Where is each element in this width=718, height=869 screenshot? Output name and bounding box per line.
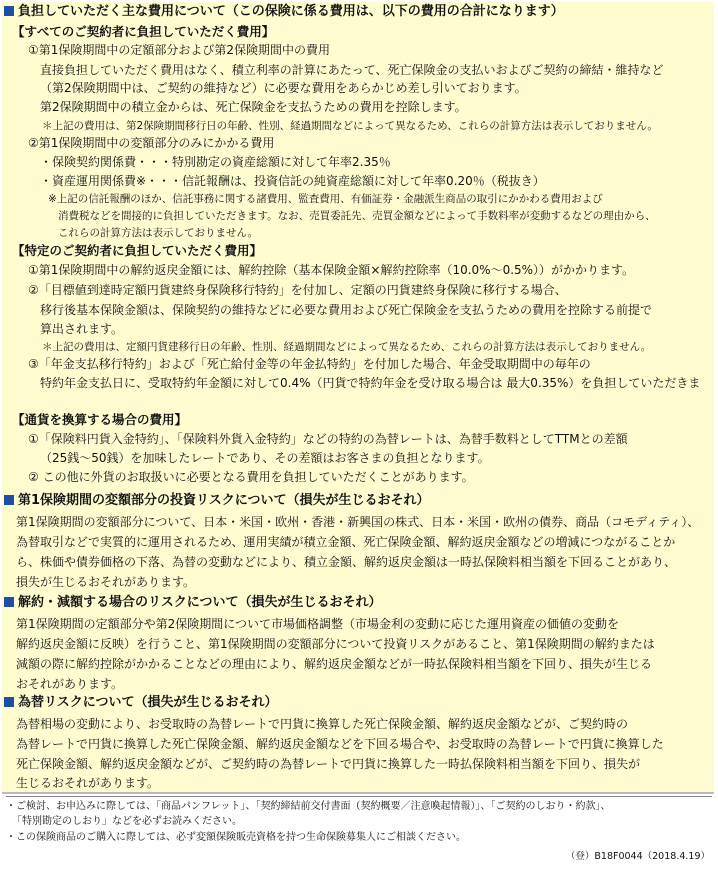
note-line: ＊上記の費用は、定額円貨建移行日の年齢、性別、経過期間などによって異なるため、これらの計算方法は表示しておりません。 xyxy=(42,341,652,353)
footer-note: ・この保険商品のご購入に際しては、必ず変額保険販売資格を持つ生命保険募集人にご相談ください。 xyxy=(6,832,466,843)
text-line: 特約年金支払日に、受取特約年金額に対して0.4%（円貨で特約年金を受け取る場合は 最大0.35%）を負担していただきま xyxy=(40,376,701,390)
note-line: 消費税などを間接的に負担していただきます。なお、売買委託先、売買金額などによって手数料率が変動するなどの理由から、 xyxy=(58,210,656,222)
text-line: 為替相場の変動により、お受取時の為替レートで円貨に換算した死亡保険金額、解約返戻金額などが、ご契約時の xyxy=(16,717,629,731)
section-title-surrender-risk xyxy=(4,594,381,612)
text-line: ③「年金支払移行特約」および「死亡給付金等の年金払特約」を付加した場合、年金受取期間中の毎年の xyxy=(28,357,591,371)
subheading-currency: 【通貨を換算する場合の費用】 xyxy=(12,412,188,427)
text-line: 生じるおそれがあります。 xyxy=(16,776,160,790)
text-line: おそれがあります。 xyxy=(16,677,124,691)
text-line: ら、株価や債券価格の下落、為替の変動などにより、積立金額、解約返戻金額は一時払保険料相当額を下回ることがあり、 xyxy=(16,555,677,569)
footer-note: 「特別勘定のしおり」などを必ずお読みください。 xyxy=(12,816,242,827)
square-bullet-icon xyxy=(4,6,14,16)
text-line: 算出されます。 xyxy=(40,322,124,336)
text-line: 移行後基本保険金額は、保険契約の維持などに必要な費用および死亡保険金を支払うための費用を控除する前提で xyxy=(40,303,653,317)
text-line: 第1保険期間の変額部分について、日本・米国・欧州・香港・新興国の株式、日本・米国・欧州の債券、商品（コモディティ）、 xyxy=(16,515,700,529)
section-title-text: 第1保険期間の変額部分の投資リスクについて（損失が生じるおそれ） xyxy=(18,493,430,508)
text-line: ②「目標値到達時定額円貨建終身保険移行特約」を付加し、定額の円貨建終身保険に移行する場合、 xyxy=(28,283,567,297)
square-bullet-icon xyxy=(4,697,14,707)
section-title-text: 為替リスクについて（損失が生じるおそれ） xyxy=(18,695,278,710)
section-title-investment-risk xyxy=(4,492,430,510)
text-line: 為替取引などで実質的に運用されるため、運用実績が積立金額、死亡保険金額、解約返戻金額などの増減につながることか xyxy=(16,535,676,549)
text-line: ①「保険料円貨入金特約」、「保険料外貨入金特約」などの特約の為替レートは、為替手数料としてTTMとの差額 xyxy=(28,432,628,446)
square-bullet-icon xyxy=(4,495,14,505)
square-bullet-icon xyxy=(4,597,14,607)
text-line: ② この他に外貨のお取扱いに必要となる費用を負担していただくことがあります。 xyxy=(28,470,474,484)
section-title-costs xyxy=(4,3,564,21)
section-title-text: 負担していただく主な費用について（この保険に係る費用は、以下の費用の合計になります） xyxy=(18,4,564,19)
text-line: 第2保険期間中の積立金からは、死亡保険金を支払うための費用を控除します。 xyxy=(40,100,467,114)
text-line: ①第1保険期間中の定額部分および第2保険期間中の費用 xyxy=(28,43,331,57)
text-line: （第2保険期間中は、ご契約の維持など）に必要な費用をあらかじめ差し引いております。 xyxy=(40,81,527,95)
section-title-text: 解約・減額する場合のリスクについて（損失が生じるおそれ） xyxy=(18,595,382,610)
text-line: 第1保険期間の定額部分や第2保険期間について市場価格調整（市場金利の変動に応じた運用資産の価値の変動を xyxy=(16,617,620,631)
note-line: ＊上記の費用は、第2保険期間移行日の年齢、性別、経過期間などによって異なるため、これらの計算方法は表示しておりません。 xyxy=(42,120,658,132)
text-line: ・資産運用関係費※・・・信託報酬は、投資信託の純資産総額に対して年率0.20％（税抜き） xyxy=(40,174,545,188)
text-line: 減額の際に解約控除がかかることなどの理由により、解約返戻金額などが一時払保険料相当額を下回り、損失が生じる xyxy=(16,657,653,671)
text-line: ・保険契約関係費・・・特別勘定の資産総額に対して年率2.35％ xyxy=(40,155,391,169)
text-line: ②第1保険期間中の変額部分のみにかかる費用 xyxy=(28,136,275,150)
note-line: これらの計算方法は表示しておりません。 xyxy=(58,227,259,239)
registration-code: （登）B18F0044（2018.4.19） xyxy=(565,851,710,862)
subheading-all: 【すべてのご契約者に負担していただく費用】 xyxy=(12,24,275,39)
note-line: ※上記の信託報酬のほか、信託事務に関する諸費用、監査費用、有価証券・金融派生商品の取引にかかわる費用および xyxy=(48,193,603,205)
text-line: 直接負担していただく費用はなく、積立利率の計算にあたって、死亡保険金の支払いおよびご契約の締結・維持など xyxy=(40,63,664,77)
text-line: （25銭～50銭）を加味したレートであり、その差額はお客さまの負担となります。 xyxy=(40,451,490,465)
footer-note: ・ご検討、お申込みに際しては、「商品パンフレット」、「契約締結前交付書面（契約概要／注意喚起情報）」、「ご契約のしおり・約款」、 xyxy=(6,801,611,812)
text-line: 損失が生じるおそれがあります。 xyxy=(16,575,196,589)
text-line: 死亡保険金額、解約返戻金額などが、ご契約時の為替レートで円貨に換算した一時払保険料相当額を下回り、損失が xyxy=(16,757,641,771)
divider xyxy=(6,796,712,797)
text-line: 為替レートで円貨に換算した死亡保険金額、解約返戻金額などを下回る場合や、お受取時の為替レートで円貨に換算した xyxy=(16,737,664,751)
subheading-specific: 【特定のご契約者に負担していただく費用】 xyxy=(12,243,263,258)
text-line: ①第1保険期間中の解約返戻金額には、解約控除（基本保険金額×解約控除率（10.0%～0.5%））がかかります。 xyxy=(28,263,635,277)
section-title-fx-risk xyxy=(4,694,277,712)
text-line: 解約返戻金額に反映）を行うこと、第1保険期間の変額部分について投資リスクがあること、第1保険期間の解約または xyxy=(16,637,655,651)
